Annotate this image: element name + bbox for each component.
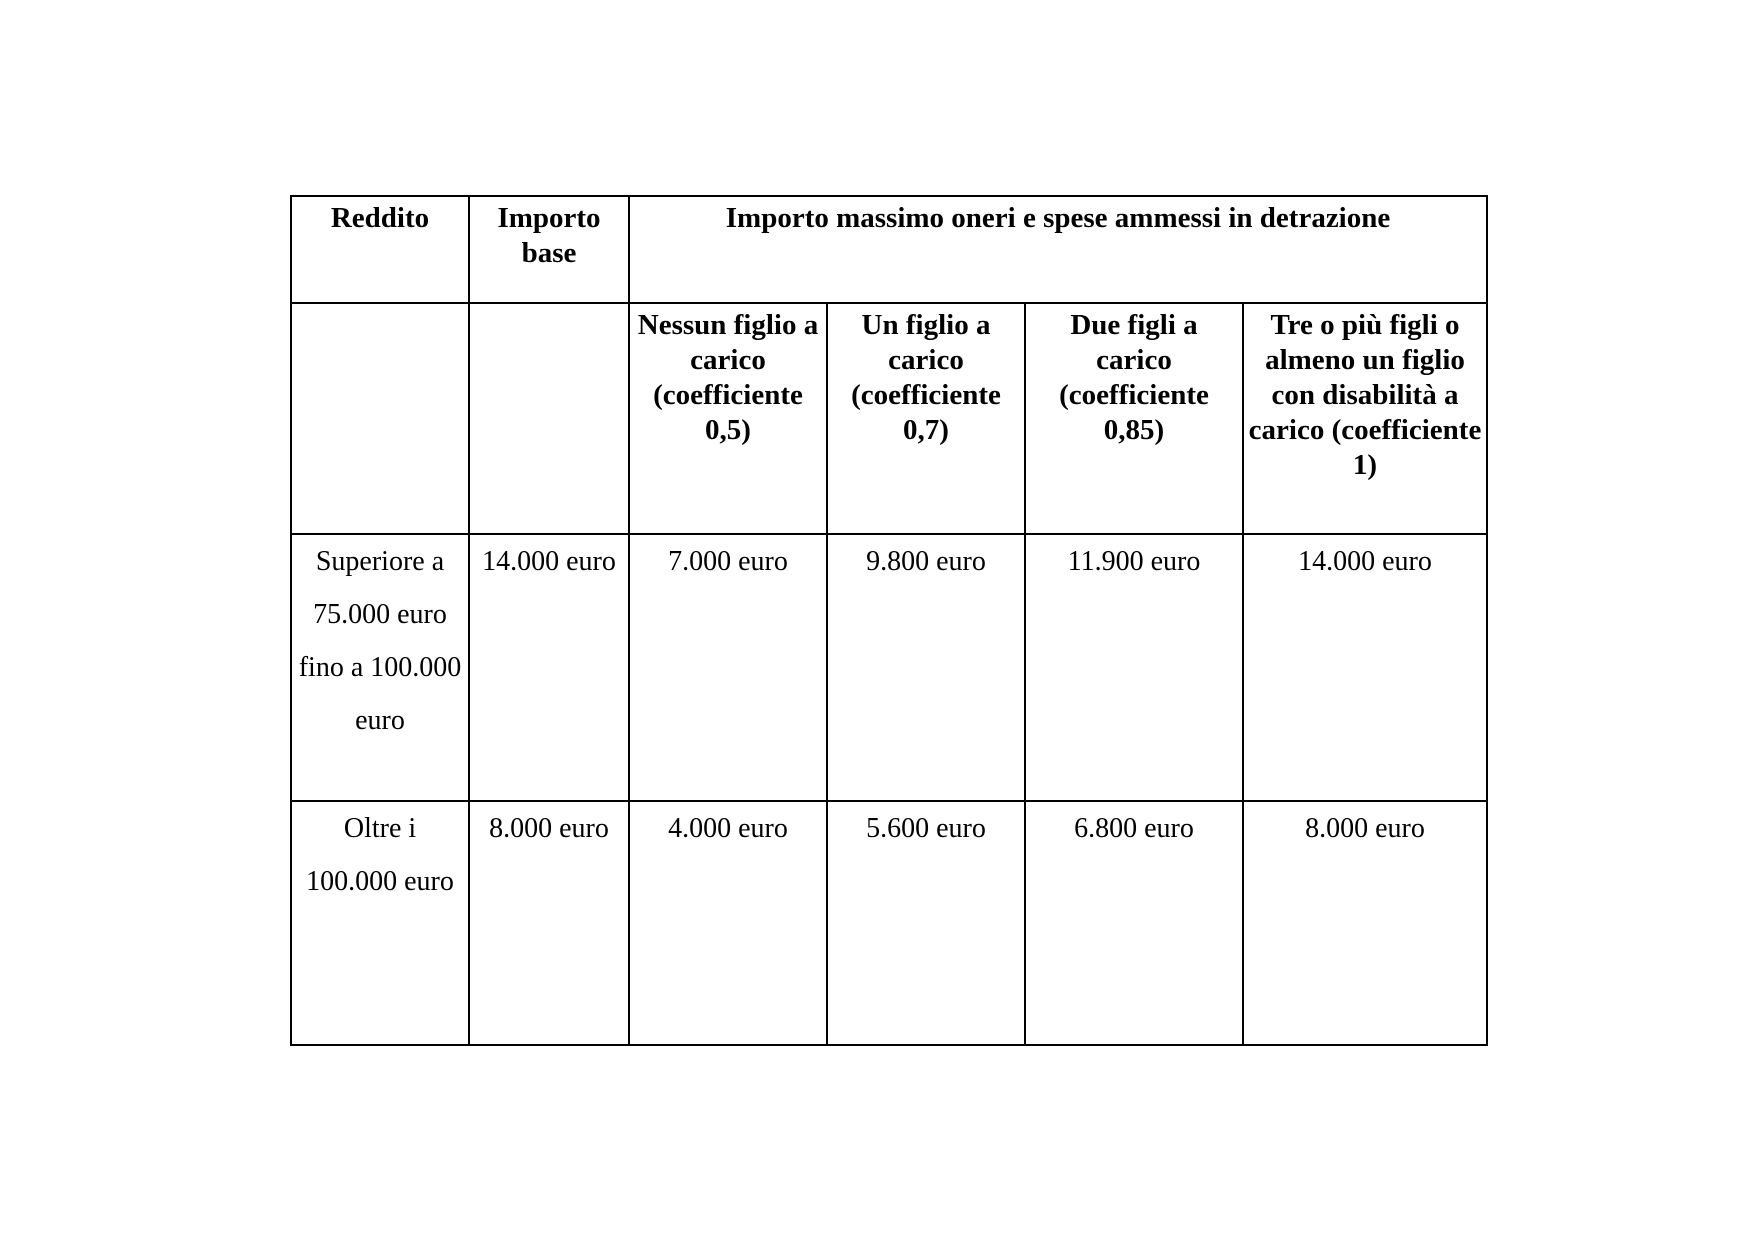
cell-due-figli: 11.900 euro [1025, 534, 1243, 801]
deduction-table [290, 195, 1488, 1046]
table-row [291, 534, 1487, 801]
cell-reddito: Superiore a 75.000 euro fino a 100.000 euro [291, 534, 469, 801]
cell-un-figlio: 5.600 euro [827, 801, 1025, 1045]
cell-tre-o-piu-figli: 14.000 euro [1243, 534, 1487, 801]
cell-importo-base: 8.000 euro [469, 801, 629, 1045]
header-reddito: Reddito [291, 196, 469, 303]
cell-un-figlio: 9.800 euro [827, 534, 1025, 801]
cell-reddito: Oltre i 100.000 euro [291, 801, 469, 1045]
header-empty-importo-base [469, 303, 629, 534]
cell-importo-base: 14.000 euro [469, 534, 629, 801]
header-tre-o-piu-figli: Tre o più figli o almeno un figlio con disabilità a carico (coefficiente 1) [1243, 303, 1487, 534]
header-un-figlio: Un figlio a carico (coefficiente 0,7) [827, 303, 1025, 534]
cell-nessun-figlio: 7.000 euro [629, 534, 827, 801]
header-importo-base: Importo base [469, 196, 629, 303]
cell-due-figli: 6.800 euro [1025, 801, 1243, 1045]
header-nessun-figlio: Nessun figlio a carico (coefficiente 0,5) [629, 303, 827, 534]
header-row-sub [291, 303, 1487, 534]
table-row [291, 801, 1487, 1045]
header-importo-massimo: Importo massimo oneri e spese ammessi in detrazione [629, 196, 1487, 303]
header-due-figli: Due figli a carico (coefficiente 0,85) [1025, 303, 1243, 534]
cell-nessun-figlio: 4.000 euro [629, 801, 827, 1045]
cell-tre-o-piu-figli: 8.000 euro [1243, 801, 1487, 1045]
header-row-top [291, 196, 1487, 303]
header-empty-reddito [291, 303, 469, 534]
